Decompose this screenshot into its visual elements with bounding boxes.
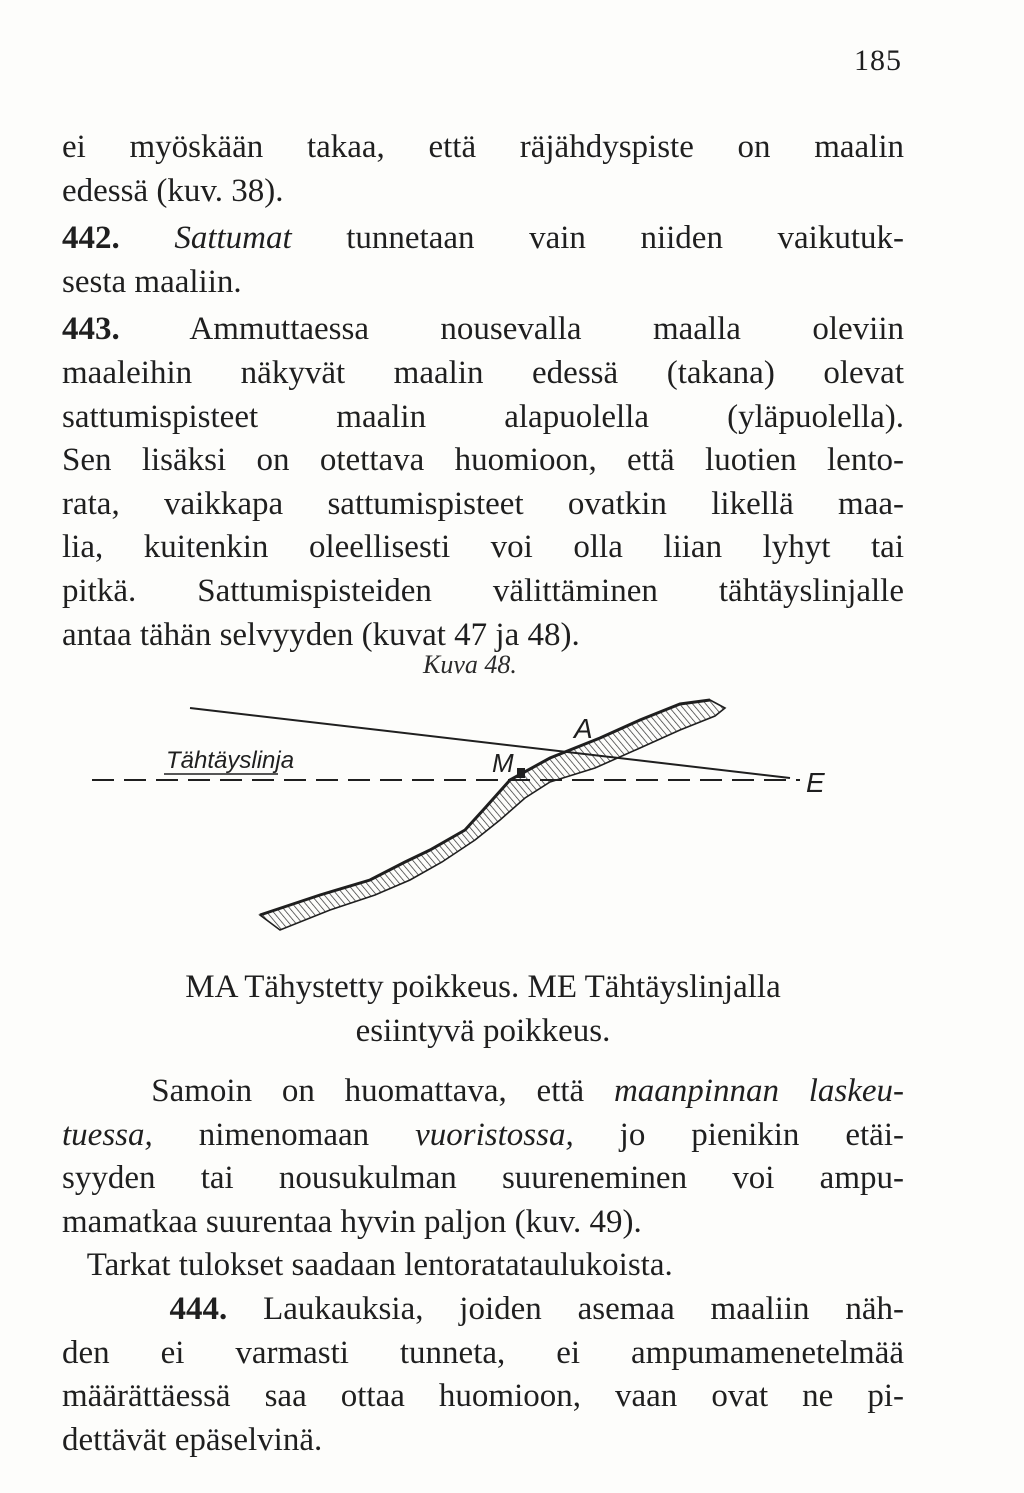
section-text: Laukauksia, joiden asemaa maaliin näh- [227,1290,905,1327]
paragraph-line: syyden tai nousukulman suureneminen voi ampu- [62,1160,904,1197]
paragraph-line: lia, kuitenkin oleellisesti voi olla liian lyhyt tai [62,529,904,566]
figure-caption [62,966,904,1053]
figure-caption-line: esiintyvä poikkeus. [355,1012,611,1049]
italic-term: tuessa, [62,1116,153,1153]
paragraph-line [62,1244,904,1288]
paragraph-line: sattumispisteet maalin alapuolella (yläpuolella). [62,398,904,435]
italic-term: vuoristossa, [415,1116,574,1153]
aiming-line-label: Tähtäyslinja [166,747,295,774]
text-block-top [62,126,904,657]
paragraph-line [62,1114,904,1158]
terrain-diagram [80,690,860,950]
section-443-line [62,308,904,352]
section-442-line [62,217,904,261]
section-number: 442. [62,220,120,257]
label-e: E [806,767,825,798]
paragraph-line: sesta maaliin. [62,263,242,300]
section-text: Ammuttaessa nousevalla maalla oleviin [119,311,904,348]
figure-title: Kuva 48. [423,650,517,679]
section-text: tunnetaan vain niiden vaikutuk- [291,220,904,257]
point-m-marker [517,768,525,778]
text-run: jo pienikin etäi- [573,1116,904,1153]
paragraph-line: edessä (kuv. 38). [62,172,284,209]
label-m: M [492,748,514,778]
section-number: 444. [169,1290,228,1327]
label-a: A [574,713,593,744]
paragraph-line: Sen lisäksi on otettava huomioon, että luotien lento- [62,442,904,479]
text-block-bottom [62,1070,904,1462]
paragraph-line: pitkä. Sattumispisteiden välittäminen tähtäyslinjalle [62,572,904,609]
paragraph-line: mamatkaa suurentaa hyvin paljon (kuv. 49). [62,1203,642,1240]
text-run: Samoin on huomattava, että [151,1073,614,1109]
section-444-line [62,1288,904,1332]
page-number: 185 [854,44,902,77]
italic-term: maanpinnan laskeu- [613,1073,905,1109]
section-number: 443. [62,311,120,348]
text-run: nimenomaan [152,1116,416,1153]
paragraph-line: dettävät epäselvinä. [62,1421,323,1458]
figure-caption-line: MA Tähystetty poikkeus. ME Tähtäyslinjalla [185,969,781,1005]
paragraph-line: ei myöskään takaa, että räjähdyspiste on maalin [62,129,904,165]
paragraph-line [62,1070,904,1114]
terrain-slope [260,700,725,930]
paragraph-line: maaleihin näkyvät maalin edessä (takana) olevat [62,354,904,391]
italic-term: Sattumat [174,220,292,257]
paragraph-line: rata, vaikkapa sattumispisteet ovatkin likellä maa- [62,485,904,522]
paragraph-line: antaa tähän selvyyden (kuvat 47 ja 48). [62,616,580,653]
paragraph-line: den ei varmasti tunneta, ei ampumamenetelmää [62,1334,904,1371]
paragraph-line: määrättäessä saa ottaa huomioon, vaan ovat ne pi- [62,1378,904,1415]
text-run: Tarkat tulokset saadaan lentoratataulukoista. [86,1247,673,1284]
